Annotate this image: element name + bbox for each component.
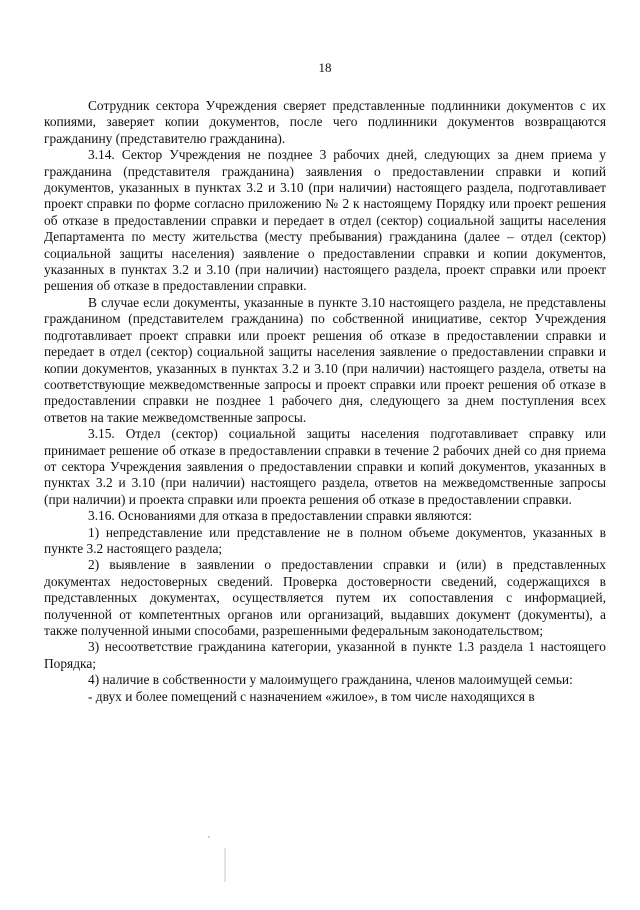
scan-artifact-line xyxy=(224,848,226,882)
paragraph-3-15: 3.15. Отдел (сектор) социальной защиты населения подготавливает справку или принимает решение об отказе в предоставлении справки в течение 2 рабочих дней со дня приема от сектора Учреждения заявления о предоставлении справки и копий документов, указанных в пунктах 3.2 и 3.10 (при наличии) настоящего раздела, ответов на межведомственные запросы (при наличии) и проекта справки или проекта решения об отказе в предоставлении справки. xyxy=(44,426,606,507)
document-body xyxy=(44,98,606,705)
page-number: 18 xyxy=(318,60,332,75)
paragraph-verification: Сотрудник сектора Учреждения сверяет представленные подлинники документов с их копиями, заверяет копии документов, после чего подлинники документов возвращаются гражданину (представителю гражданина). xyxy=(44,98,606,146)
scan-artifact-dot xyxy=(208,836,210,838)
paragraph-3-14: 3.14. Сектор Учреждения не позднее 3 рабочих дней, следующих за днем приема у гражданина (представителя гражданина) заявления о предоставлении справки и копий документов, указанных в пунктах 3.2 и 3.10 (при наличии) настоящего раздела, подготавливает проект справки по форме согласно приложению № 2 к настоящему Порядку или проект решения об отказе в предоставлении справки и передает в отдел (сектор) социальной защиты населения Департамента по месту жительства (месту пребывания) гражданина (далее – отдел (сектор) социальной защиты населения) заявление о предоставлении справки и копии документов, указанных в пунктах 3.2 и 3.10 (при наличии) настоящего раздела, проект справки или проект решения об отказе в предоставлении справки. xyxy=(44,147,606,294)
list-item-2: 2) выявление в заявлении о предоставлении справки и (или) в представленных документах недостоверных сведений. Проверка достоверности сведений, содержащихся в представленных документах, осуществляется путем их сопоставления с информацией, полученной от компетентных органов или организаций, выдавших документ (документы), а также полученной иными способами, разрешенными федеральным законодательством; xyxy=(44,557,606,638)
list-item-4: 4) наличие в собственности у малоимущего гражданина, членов малоимущей семьи: xyxy=(88,672,573,688)
paragraph-3-16: 3.16. Основаниями для отказа в предоставлении справки являются: xyxy=(88,508,472,524)
list-item-1: 1) непредставление или представление не в полном объеме документов, указанных в пункте 3.2 настоящего раздела; xyxy=(44,524,606,556)
list-subitem-dash: - двух и более помещений с назначением «жилое», в том числе находящихся в xyxy=(88,688,535,704)
list-item-3: 3) несоответствие гражданина категории, указанной в пункте 1.3 раздела 1 настоящего Порядка; xyxy=(44,639,606,671)
paragraph-3-14-case: В случае если документы, указанные в пункте 3.10 настоящего раздела, не представлены гражданином (представителем гражданина) по собственной инициативе, сектор Учреждения подготавливает проект справки или проект решения об отказе в предоставлении справки и передает в отдел (сектор) социальной защиты населения заявление о предоставлении справки и копии документов, указанных в пунктах 3.2 и 3.10 (при наличии) настоящего раздела, ответы на соответствующие межведомственные запросы и проект справки или проект решения об отказе в предоставлении справки не позднее 1 рабочего дня, следующего за днем поступления всех ответов на такие межведомственные запросы. xyxy=(44,294,606,425)
